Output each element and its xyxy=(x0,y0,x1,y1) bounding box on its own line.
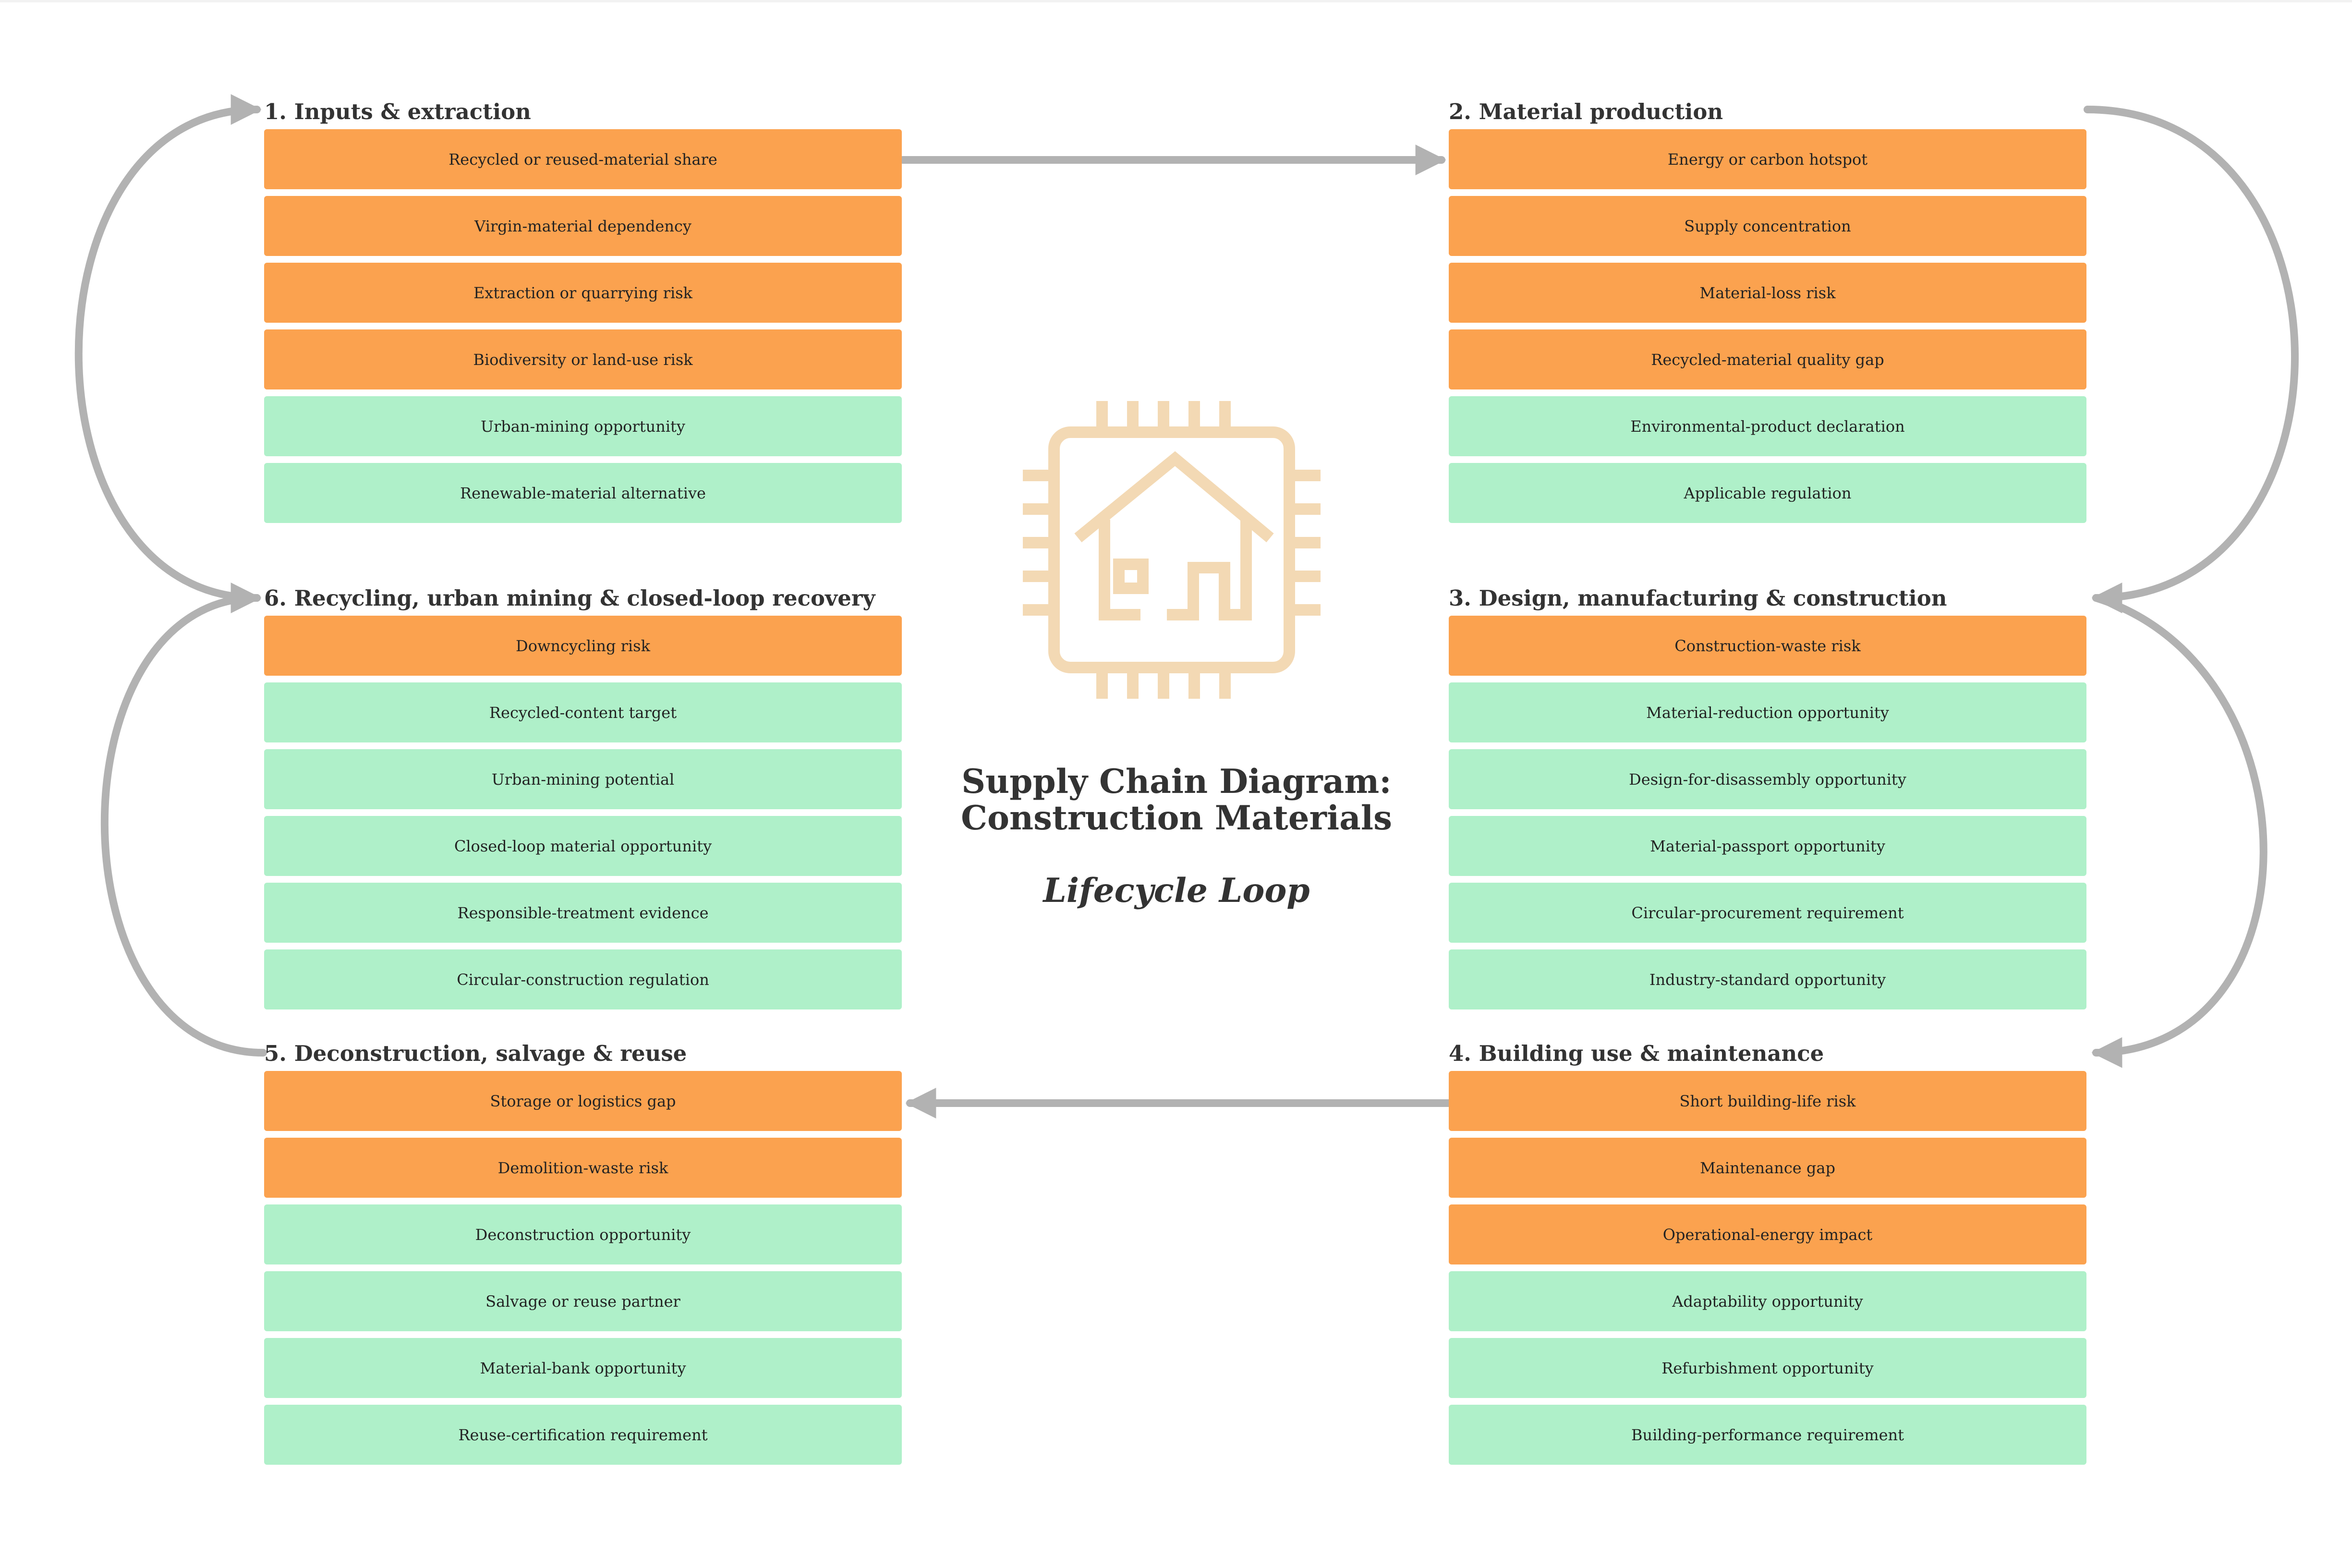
risk-card: Operational-energy impact xyxy=(1449,1204,2086,1264)
diagram-title xyxy=(888,764,1465,837)
stage-building-use xyxy=(1449,1040,2086,1471)
diagram-subtitle: Lifecycle Loop xyxy=(1043,871,1310,910)
risk-card: Demolition-waste risk xyxy=(264,1138,902,1198)
opportunity-card: Material-reduction opportunity xyxy=(1449,682,2086,742)
arrow-stage3-to-stage4 xyxy=(2096,598,2264,1053)
stage-card-list xyxy=(264,1071,902,1465)
opportunity-card: Reuse-certification requirement xyxy=(264,1405,902,1465)
risk-card: Recycled or reused-material share xyxy=(264,129,902,189)
risk-card: Short building-life risk xyxy=(1449,1071,2086,1131)
stage-title: 2. Material production xyxy=(1449,99,1723,124)
opportunity-card: Adaptability opportunity xyxy=(1449,1271,2086,1331)
opportunity-card: Refurbishment opportunity xyxy=(1449,1338,2086,1398)
stage-card-list xyxy=(264,129,902,523)
opportunity-card: Urban-mining potential xyxy=(264,749,902,809)
risk-card: Material-loss risk xyxy=(1449,263,2086,323)
stage-recycling-recovery xyxy=(264,585,902,1016)
arrow-stage5-to-stage6 xyxy=(105,598,263,1053)
stage-card-list xyxy=(1449,1071,2086,1465)
risk-card: Downcycling risk xyxy=(264,616,902,676)
risk-card: Maintenance gap xyxy=(1449,1138,2086,1198)
opportunity-card: Environmental-product declaration xyxy=(1449,396,2086,456)
opportunity-card: Industry-standard opportunity xyxy=(1449,949,2086,1009)
stage-deconstruction-reuse xyxy=(264,1040,902,1471)
arrow-stage6-to-stage1 xyxy=(79,109,257,598)
stage-title: 6. Recycling, urban mining & closed-loop recovery xyxy=(264,585,875,611)
opportunity-card: Circular-construction regulation xyxy=(264,949,902,1009)
house-circuit-icon xyxy=(1016,394,1328,706)
opportunity-card: Salvage or reuse partner xyxy=(264,1271,902,1331)
opportunity-card: Design-for-disassembly opportunity xyxy=(1449,749,2086,809)
diagram-title-line-2: Construction Materials xyxy=(961,799,1392,838)
risk-card: Storage or logistics gap xyxy=(264,1071,902,1131)
opportunity-card: Circular-procurement requirement xyxy=(1449,883,2086,943)
opportunity-card: Deconstruction opportunity xyxy=(264,1204,902,1264)
stage-material-production xyxy=(1449,98,2086,530)
risk-card: Recycled-material quality gap xyxy=(1449,329,2086,389)
risk-card: Biodiversity or land-use risk xyxy=(264,329,902,389)
stage-inputs-extraction xyxy=(264,98,902,530)
stage-title: 5. Deconstruction, salvage & reuse xyxy=(264,1041,687,1066)
risk-card: Energy or carbon hotspot xyxy=(1449,129,2086,189)
stage-title: 1. Inputs & extraction xyxy=(264,99,531,124)
diagram-title-line-1: Supply Chain Diagram: xyxy=(961,762,1392,801)
stage-card-list xyxy=(1449,129,2086,523)
stage-card-list xyxy=(264,616,902,1009)
opportunity-card: Urban-mining opportunity xyxy=(264,396,902,456)
stage-design-construction xyxy=(1449,585,2086,1016)
arrow-stage2-to-stage3 xyxy=(2087,109,2295,598)
risk-card: Supply concentration xyxy=(1449,196,2086,256)
stage-title: 3. Design, manufacturing & construction xyxy=(1449,585,1947,611)
opportunity-card: Recycled-content target xyxy=(264,682,902,742)
opportunity-card: Applicable regulation xyxy=(1449,463,2086,523)
opportunity-card: Responsible-treatment evidence xyxy=(264,883,902,943)
risk-card: Virgin-material dependency xyxy=(264,196,902,256)
risk-card: Extraction or quarrying risk xyxy=(264,263,902,323)
risk-card: Construction-waste risk xyxy=(1449,616,2086,676)
opportunity-card: Material-bank opportunity xyxy=(264,1338,902,1398)
opportunity-card: Closed-loop material opportunity xyxy=(264,816,902,876)
opportunity-card: Building-performance requirement xyxy=(1449,1405,2086,1465)
opportunity-card: Renewable-material alternative xyxy=(264,463,902,523)
stage-card-list xyxy=(1449,616,2086,1009)
opportunity-card: Material-passport opportunity xyxy=(1449,816,2086,876)
stage-title: 4. Building use & maintenance xyxy=(1449,1041,1824,1066)
